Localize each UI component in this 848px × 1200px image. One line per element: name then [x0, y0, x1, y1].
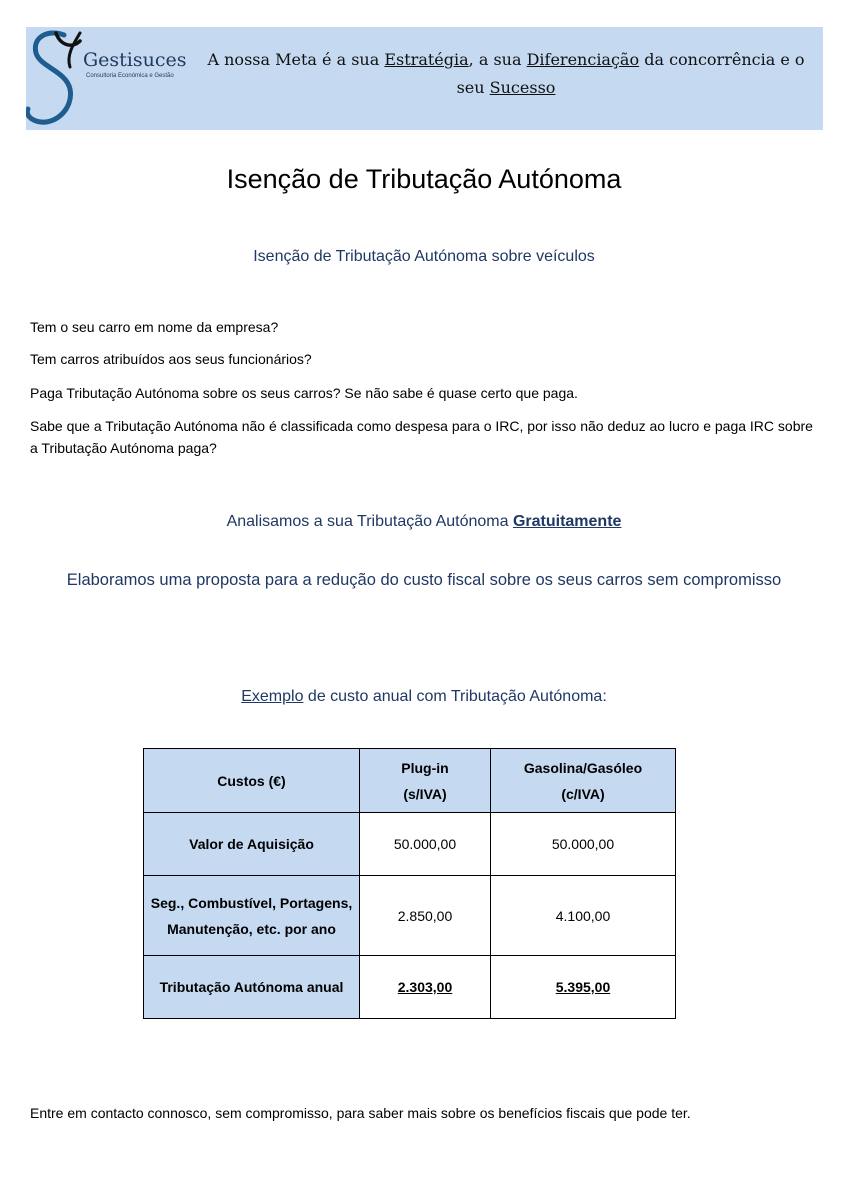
row-label: Tributação Autónoma anual [144, 956, 360, 1019]
table-row [144, 956, 676, 1019]
header-plugin-line1: Plug-in [401, 759, 449, 776]
header-plugin-line2: (s/IVA) [403, 785, 447, 802]
example-link[interactable]: Exemplo [241, 688, 304, 705]
table-row [144, 876, 676, 956]
question-2: Tem carros atribuídos aos seus funcionários? [30, 351, 312, 367]
logo-subtitle: Consultoria Económica e Gestão [86, 73, 174, 79]
example-heading [0, 688, 848, 706]
header-costs: Custos (€) [144, 749, 360, 813]
row-fuel-value: 50.000,00 [491, 813, 676, 876]
header-fuel [491, 749, 676, 813]
row-fuel-value: 4.100,00 [491, 876, 676, 956]
tagline-text-3: da concorrência e o seu [456, 50, 805, 97]
cost-table [143, 748, 676, 1019]
question-3: Paga Tributação Autónoma sobre os seus carros? Se não sabe é quase certo que paga. [30, 385, 578, 401]
row-plugin-value: 50.000,00 [360, 813, 491, 876]
question-4: Sabe que a Tributação Autónoma não é classificada como despesa para o IRC, por isso não deduz ao lucro e paga IRC sobre a Tributação Autónoma paga? [30, 418, 813, 456]
row-label: Seg., Combustível, Portagens, Manutenção, etc. por ano [144, 876, 360, 956]
table-row [144, 813, 676, 876]
offer-line-2: Elaboramos uma proposta para a redução do custo fiscal sobre os seus carros sem compromisso [66, 571, 782, 589]
offer-emphasis: Gratuitamente [512, 513, 622, 530]
tagline [196, 46, 816, 102]
header-plugin [360, 749, 491, 813]
tagline-text-2: , a sua [468, 50, 527, 69]
tagline-word-success: Sucesso [489, 78, 556, 97]
header-banner [26, 27, 823, 130]
footer-text: Entre em contacto connosco, sem compromisso, para saber mais sobre os benefícios fiscais que pode ter. [30, 1105, 691, 1121]
example-heading-rest: de custo anual com Tributação Autónoma: [303, 688, 607, 705]
row-plugin-value: 2.303,00 [360, 956, 491, 1019]
table-header-row [144, 749, 676, 813]
company-logo [26, 27, 206, 130]
tagline-word-strategy: Estratégia [384, 50, 469, 69]
page-title: Isenção de Tributação Autónoma [226, 164, 622, 194]
header-fuel-line2: (c/IVA) [561, 785, 605, 802]
offer-text: Analisamos a sua Tributação Autónoma [226, 513, 513, 530]
question-1: Tem o seu carro em nome da empresa? [30, 319, 279, 335]
tagline-text-1: A nossa Meta é a sua [207, 50, 385, 69]
row-plugin-value: 2.850,00 [360, 876, 491, 956]
tagline-word-differentiation: Diferenciação [526, 50, 640, 69]
offer-line-1 [0, 513, 848, 531]
row-label: Valor de Aquisição [144, 813, 360, 876]
header-fuel-line1: Gasolina/Gasóleo [523, 759, 643, 776]
logo-name: Gestisuces [83, 49, 187, 71]
row-fuel-value: 5.395,00 [491, 956, 676, 1019]
page-subtitle: Isenção de Tributação Autónoma sobre veículos [253, 248, 595, 265]
